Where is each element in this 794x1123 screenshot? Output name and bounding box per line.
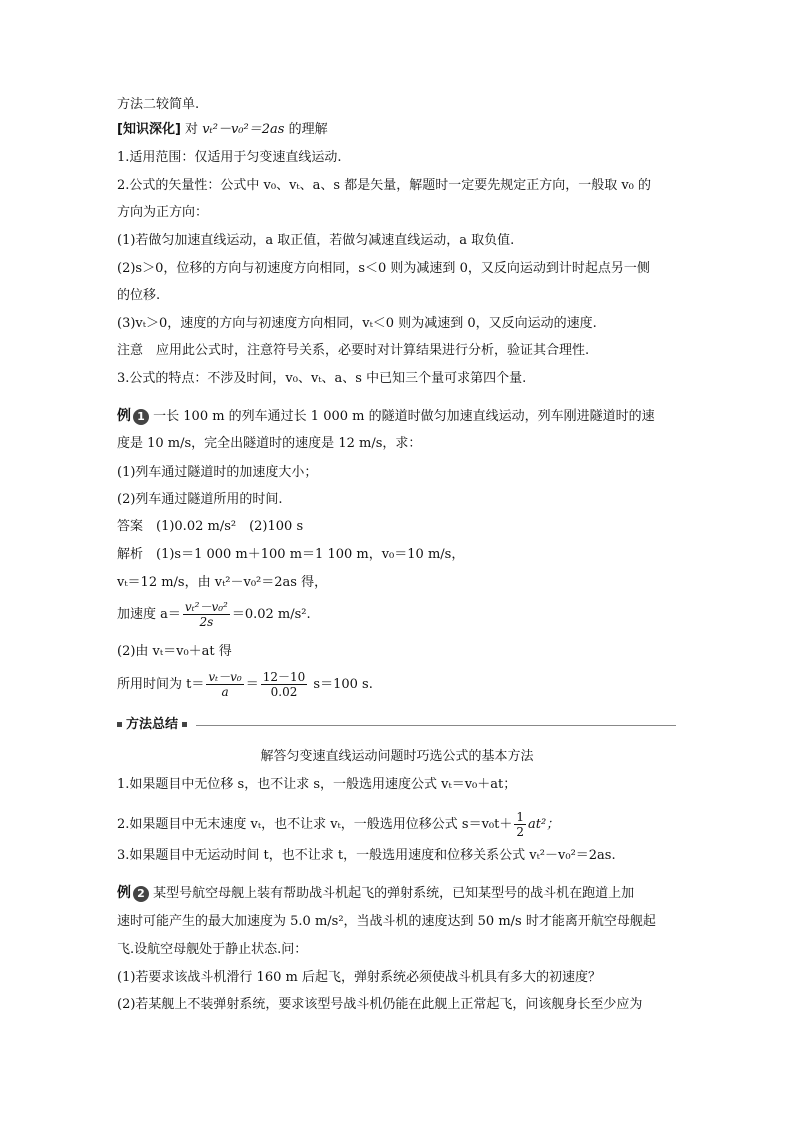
numerator: vₜ²－v₀² (184, 600, 228, 614)
example-number-badge: 2 (133, 886, 149, 902)
text-line: 度是 10 m/s，完全出隧道时的速度是 12 m/s，求： (117, 436, 422, 451)
text-line: 的位移. (117, 288, 161, 303)
section-tag: [知识深化] (117, 122, 181, 137)
method-item-fraction (117, 810, 559, 839)
answer-line: 答案 (1)0.02 m/s² (2)100 s (117, 519, 304, 534)
text: 的理解 (288, 122, 328, 137)
text-line: (3)vₜ＞0，速度的方向与初速度方向相同，vₜ＜0 则为减速到 0，又反向运动的速度. (117, 316, 597, 331)
numerator: vₜ－v₀ (208, 670, 242, 684)
method-title: 方法总结 (126, 717, 179, 732)
method-item: 1.如果题目中无位移 s，也不让求 s，一般选用速度公式 vₜ＝v₀＋at； (117, 777, 517, 792)
text-line: 2.公式的矢量性：公式中 v₀、vₜ、a、s 都是矢量，解题时一定要先规定正方向，一般取 v₀ 的 (117, 178, 652, 193)
question-line: (1)若要求该战斗机滑行 160 m 后起飞，弹射系统必须使战斗机具有多大的初速度？ (117, 970, 601, 985)
text: 加速度 a＝ (117, 607, 181, 622)
denominator: 2s (199, 615, 214, 629)
text-line: 3.公式的特点：不涉及时间，v₀、vₜ、a、s 中已知三个量可求第四个量. (117, 371, 527, 386)
fraction (183, 600, 230, 629)
solution-fraction-line: 所用时间为 t＝ $\frac{\text{vₜ－v₀}}{a}$ ＝ $\frac{12-10}{0.02}$ s＝100 s. (117, 670, 373, 699)
example-label: 例 (117, 885, 131, 901)
note-line: 注意 应用此公式时，注意符号关系，必要时对计算结果进行分析，验证其合理性. (117, 343, 590, 358)
text: 2.如果题目中无末速度 vₜ，也不让求 vₜ，一般选用位移公式 s＝v₀t＋ (117, 817, 513, 832)
text-line: 方向为正方向： (117, 205, 209, 220)
text: at²； (528, 817, 560, 832)
numerator: 12－10 (262, 670, 306, 684)
fraction (514, 810, 526, 839)
question-line: (1)列车通过隧道时的加速度大小； (117, 465, 318, 480)
example-label: 例 (117, 408, 131, 424)
example-number-badge: 1 (133, 409, 149, 425)
solution-line: (2)由 vₜ＝v₀＋at 得 (117, 644, 232, 659)
text: 一长 100 m 的列车通过长 1 000 m 的隧道时做匀加速直线运动，列车刚进隧道时的速 (153, 409, 655, 424)
knowledge-deepen-line (117, 121, 328, 139)
denominator: a (221, 685, 229, 699)
text: 所用时间为 t＝ (117, 677, 205, 692)
denominator: 2 (516, 825, 524, 839)
method-heading: 解答匀变速直线运动问题时巧选公式的基本方法 (260, 749, 534, 764)
text-line: (2)s＞0，位移的方向与初速度方向相同，s＜0 则为减速到 0，又反向运动到计时起点另一侧 (117, 261, 650, 276)
text-line: 方法二较简单. (117, 97, 200, 112)
text: s＝100 s. (313, 677, 373, 692)
fraction (261, 670, 308, 699)
square-bullet-icon (117, 722, 122, 727)
solution-fraction-line (117, 600, 311, 629)
method-summary-header (117, 716, 191, 734)
numerator: 1 (516, 810, 524, 824)
divider (196, 725, 676, 726)
formula: vₜ²－v₀²＝2as (202, 122, 285, 137)
text-line: 飞.设航空母舰处于静止状态.问： (117, 942, 308, 957)
text-line: 速时可能产生的最大加速度为 5.0 m/s²，当战斗机的速度达到 50 m/s 时才能离开航空母舰起 (117, 914, 656, 929)
question-line: (2)列车通过隧道所用的时间. (117, 492, 283, 507)
example-1-line1 (117, 407, 655, 426)
square-bullet-icon (182, 722, 187, 727)
fraction (206, 670, 243, 699)
denominator: 0.02 (270, 685, 298, 699)
text-line: (1)若做匀加速直线运动，a 取正值，若做匀减速直线运动，a 取负值. (117, 233, 515, 248)
solution-line: 解析 (1)s＝1 000 m＋100 m＝1 100 m，v₀＝10 m/s， (117, 547, 465, 562)
example-2-line1 (117, 884, 634, 903)
method-item: 3.如果题目中无运动时间 t，也不让求 t，一般选用速度和位移关系公式 vₜ²－v₀²＝2as. (117, 848, 616, 863)
solution-line: vₜ＝12 m/s，由 vₜ²－v₀²＝2as 得， (117, 575, 328, 590)
text-line: 1.适用范围：仅适用于匀变速直线运动. (117, 150, 342, 165)
question-line: (2)若某舰上不装弹射系统，要求该型号战斗机仍能在此舰上正常起飞，问该舰身长至少应为 (117, 997, 643, 1012)
text: 对 (185, 122, 199, 137)
text: ＝0.02 m/s². (231, 607, 311, 622)
text: 某型号航空母舰上装有帮助战斗机起飞的弹射系统，已知某型号的战斗机在跑道上加 (153, 886, 635, 901)
